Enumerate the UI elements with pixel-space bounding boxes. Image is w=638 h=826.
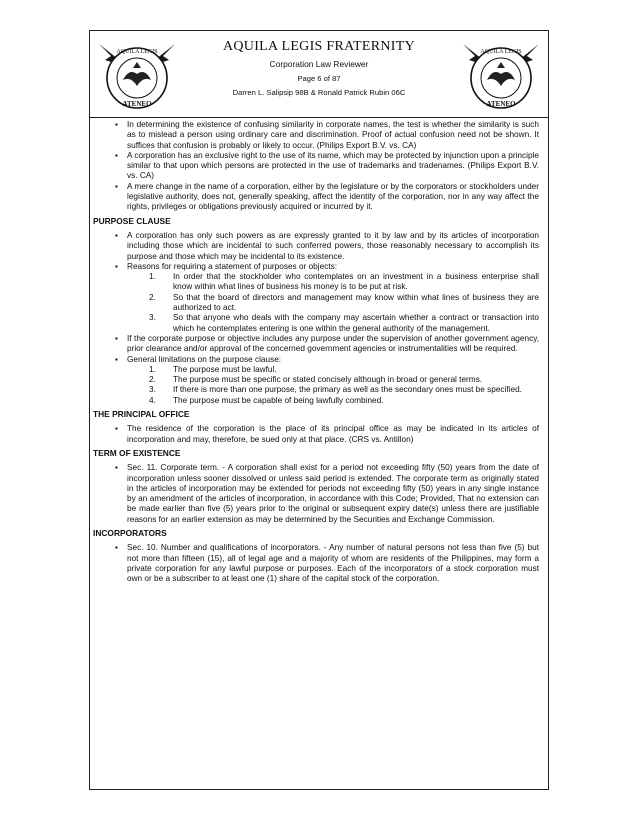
page-content — [93, 120, 545, 584]
bullet-item: ▪ Sec. 10. Number and qualifications of incorporators. - Any number of natural persons not less than five (5) but not more than fifteen (15), all of legal age and a majority of whom are residents of the Philippines, may form a private corporation for any lawful purpose or purposes. Each of the incorporators of a stock corporation must own or be a subscriber to at least one (1) share of the capital stock of the corporation. — [93, 543, 545, 584]
item-text: In order that the stockholder who contemplates on an investment in a business enterprise shall know within what lines of business his money is to be put at risk. — [173, 272, 539, 292]
numbered-item — [93, 365, 545, 375]
numbered-item — [93, 375, 545, 385]
page-header — [89, 30, 549, 118]
section-heading-purpose: PURPOSE CLAUSE — [93, 215, 171, 226]
authors-line: Darren L. Salipsip 98B & Ronald Patrick Rubin 06C — [232, 88, 406, 97]
bullet-item: ▪ Reasons for requiring a statement of purposes or objects: — [93, 262, 545, 272]
section-heading-incorporators: INCORPORATORS — [93, 527, 167, 538]
organization-name: AQUILA LEGIS FRATERNITY — [222, 39, 415, 54]
item-number: 2. — [149, 292, 156, 302]
seal-ring-text: AQUILA LEGIS — [116, 49, 158, 55]
numbered-item — [93, 385, 545, 395]
seal-ring-text: AQUILA LEGIS — [480, 49, 522, 55]
item-number: 3. — [149, 385, 156, 395]
item-number: 1. — [149, 364, 156, 374]
seal-bottom-text: ATENEO — [122, 100, 152, 108]
item-number: 1. — [149, 272, 156, 282]
numbered-item — [93, 396, 545, 406]
item-number: 3. — [149, 313, 156, 323]
fraternity-seal-icon — [95, 34, 179, 114]
fraternity-seal-icon — [459, 34, 543, 114]
bullet-item: ▪ A corporation has only such powers as are expressly granted to it by law and by its articles of incorporation including those which are incidental to such conferred powers, those reasonably necessary to accomplish its purpose and those which may be incidental to its existence. — [93, 231, 545, 262]
numbered-item — [93, 293, 545, 314]
item-text: So that the board of directors and management may know within what lines of business they are authorized to act. — [173, 292, 539, 313]
bullet-item: ▪ The residence of the corporation is the place of its principal office as may be indicated in its articles of incorporation and may, therefore, be sued only at that place. (CRS vs. Antillon) — [93, 424, 545, 445]
bullet-item: ▪ A mere change in the name of a corporation, either by the legislature or by the corporators or stockholders under legislative authority, does not, generally speaking, affect the identity of the corporation, nor in any way affect the rights, privileges or obligations previously acquired or incurred by it. — [93, 182, 545, 213]
section-heading-term: TERM OF EXISTENCE — [93, 447, 181, 458]
bullet-item: ▪ A corporation has an exclusive right to the use of its name, which may be protected by injunction upon a principle similar to that upon which persons are protected in the use of trademarks and tradenames. (Philips Export B.V. vs. CA) — [93, 151, 545, 182]
item-text: If there is more than one purpose, the primary as well as the secondary ones must be specified. — [173, 385, 522, 395]
bullet-item: ▪ Sec. 11. Corporate term. - A corporation shall exist for a period not exceeding fifty (50) years from the date of incorporation unless sooner dissolved or unless said period is extended. The corporate term as originally stated in the articles of incorporation may be extended for periods not exceeding fifty (50) years in any single instance by an amendment of the articles of incorporation, in accordance with this Code; Provided, That no extension can be made earlier than five (5) years prior to the original or subsequent expiry date(s) unless there are justifiable reasons for an earlier extension as may be determined by the Securities and Exchange Commission. — [93, 463, 545, 525]
item-text: The purpose must be capable of being lawfully combined. — [173, 395, 384, 405]
bullet-item: ▪ General limitations on the purpose clause: — [93, 355, 545, 365]
item-text: The purpose must be lawful. — [173, 364, 277, 374]
numbered-item — [93, 272, 545, 293]
bullet-item: ▪ In determining the existence of confusing similarity in corporate names, the test is whether the similarity is such as to mislead a person using ordinary care and discrimination. Proof of actual confusion need not be shown. It suffices that confusion is probably or likely to occur. (Philips Export B.V. vs. CA) — [93, 120, 545, 151]
item-number: 4. — [149, 395, 156, 405]
header-text-block — [179, 30, 459, 118]
bullet-item: ▪ If the corporate purpose or objective includes any purpose under the supervision of another government agency, prior clearance and/or approval of the concerned government agencies or instrumentalities will be required. — [93, 334, 545, 355]
page-number: Page 6 of 87 — [297, 74, 341, 83]
seal-bottom-text: ATENEO — [486, 100, 516, 108]
numbered-item — [93, 313, 545, 334]
document-subtitle: Corporation Law Reviewer — [269, 59, 369, 69]
item-number: 2. — [149, 375, 156, 385]
section-heading-principal-office: THE PRINCIPAL OFFICE — [93, 409, 190, 420]
item-text: So that anyone who deals with the company may ascertain whether a contract or transaction into which he contemplates entering is one within the general authority of the management. — [173, 313, 539, 333]
item-text: The purpose must be specific or stated concisely although in broad or general terms. — [173, 375, 483, 385]
